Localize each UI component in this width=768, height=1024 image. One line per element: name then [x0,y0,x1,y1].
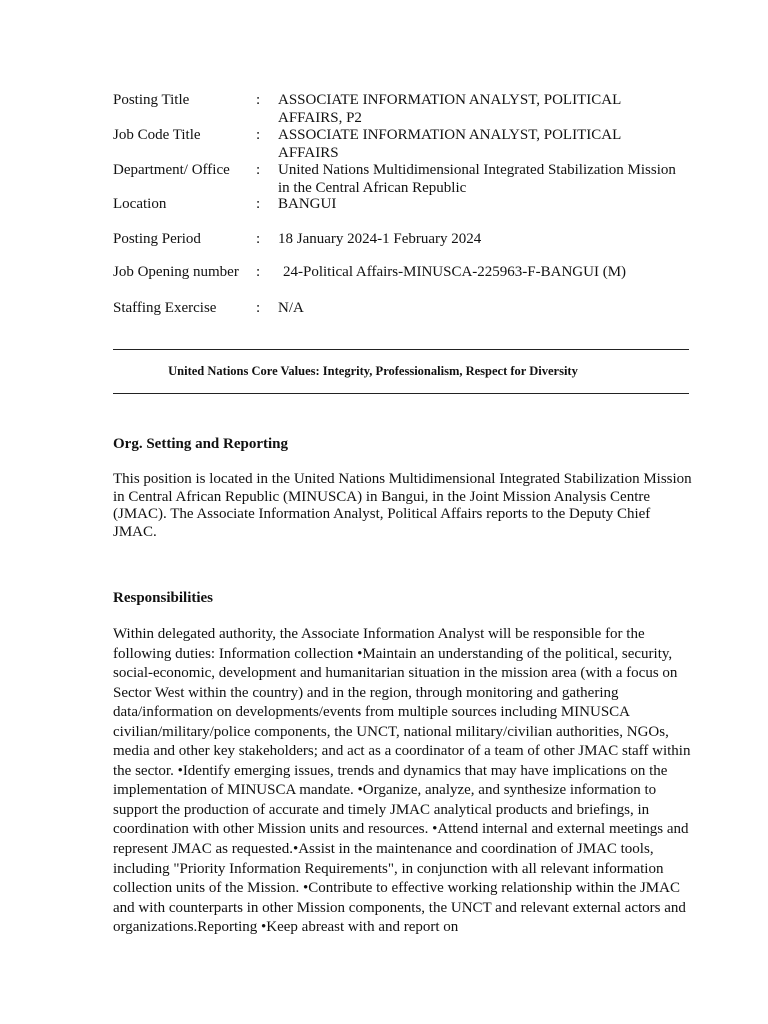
responsibilities-heading: Responsibilities [113,590,214,606]
core-values-banner: United Nations Core Values: Integrity, Professionalism, Respect for Diversity [168,364,578,378]
bottom-divider [113,393,689,394]
job-opening-number-label: Job Opening number [113,264,239,280]
posting-period-colon: : [256,231,261,247]
location-label: Location [113,196,167,212]
staffing-exercise-colon: : [256,300,261,316]
posting-period-value: 18 January 2024-1 February 2024 [278,231,482,247]
job-opening-number-value: 24-Political Affairs-MINUSCA-225963-F-BANGUI (M) [283,264,627,280]
job-code-title-colon: : [256,127,261,143]
staffing-exercise-label: Staffing Exercise [113,300,217,316]
job-code-title-value: ASSOCIATE INFORMATION ANALYST, POLITICAL AFFAIRS [278,127,621,161]
department-office-colon: : [256,162,261,178]
org-setting-heading: Org. Setting and Reporting [113,436,289,452]
location-value: BANGUI [278,196,337,212]
org-setting-paragraph: This position is located in the United Nations Multidimensional Integrated Stabilization Mission in Central African Republic (MINUSCA) in Bangui, in the Joint Mission Analysis Centre (JMAC). The Associate Information Analyst, Political Affairs reports to the Deputy Chief JMAC. [113,471,692,540]
posting-title-colon: : [256,92,261,108]
job-opening-number-colon: : [256,264,261,280]
department-office-label: Department/ Office [113,162,230,178]
job-code-title-label: Job Code Title [113,127,201,143]
posting-period-label: Posting Period [113,231,201,247]
posting-title-value: ASSOCIATE INFORMATION ANALYST, POLITICAL AFFAIRS, P2 [278,92,621,126]
responsibilities-paragraph: Within delegated authority, the Associate Information Analyst will be responsible for the following duties: Information collection •Maintain an understanding of the political, security, social-economic, development and humanitarian situation in the mission area (with a focus on Sector West within the country) and in the region, through monitoring and gathering data/information on developments/events from multiple sources including MINUSCA civilian/military/police components, the UNCT, national military/civilian authorities, NGOs, media and other key stakeholders; and act as a coordinator of a team of other JMAC staff within the sector. •Identify emerging issues, trends and dynamics that may have implications on the implementation of MINUSCA mandate. •Organize, analyze, and synthesize information to support the production of accurate and timely JMAC analytical products and briefings, in coordination with other Mission units and resources. •Attend internal and external meetings and represent JMAC as requested.•Assist in the maintenance and coordination of JMAC tools, including "Priority Information Requirements", in conjunction with all relevant information collection units of the Mission. •Contribute to effective working relationship within the JMAC and with counterparts in other Mission components, the UNCT and relevant external actors and organizations.Reporting •Keep abreast with and report on [113,626,691,936]
top-divider [113,349,689,350]
posting-title-label: Posting Title [113,92,190,108]
location-colon: : [256,196,261,212]
staffing-exercise-value: N/A [278,300,304,316]
department-office-value: United Nations Multidimensional Integrated Stabilization Mission in the Central African Republic [278,162,676,196]
